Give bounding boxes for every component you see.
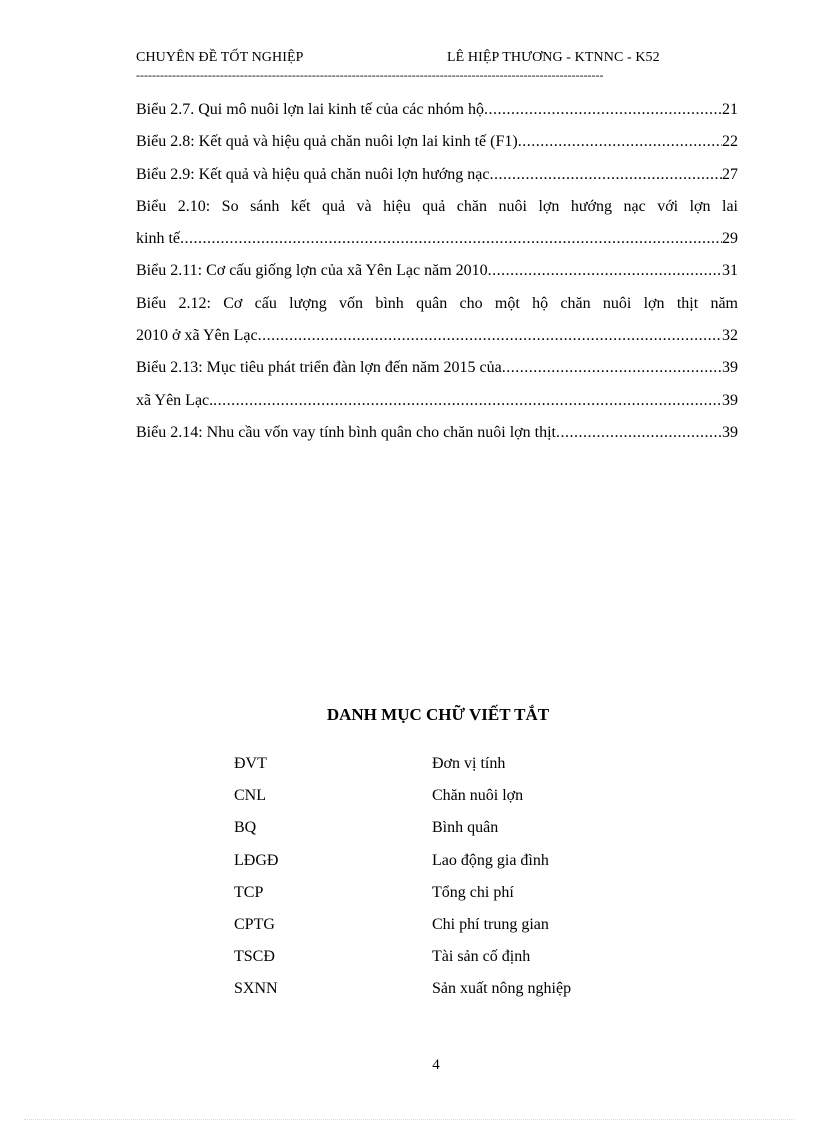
toc-entry-text: Biểu 2.7. Qui mô nuôi lợn lai kinh tế của các nhóm hộ <box>136 101 484 118</box>
toc-page-number: 32 <box>722 327 738 345</box>
abbreviations-list <box>234 748 654 1006</box>
toc-leader-dots <box>502 352 722 384</box>
abbreviation-code: CPTG <box>234 915 275 933</box>
toc-page-number: 39 <box>722 391 738 409</box>
toc-leader-dots <box>258 320 722 352</box>
abbreviation-row <box>234 973 654 1005</box>
abbreviation-meaning: Lao động gia đình <box>432 851 549 869</box>
toc-entry-text: Biểu 2.14: Nhu cầu vốn vay tính bình quân cho chăn nuôi lợn thịt <box>136 423 556 441</box>
abbreviation-meaning: Bình quân <box>432 819 499 837</box>
toc-line[interactable] <box>136 126 738 158</box>
toc-leader-dots <box>213 385 722 417</box>
toc-entry-text: Biểu 2.10: So sánh kết quả và hiệu quả chăn nuôi lợn hướng nạc với lợn lai <box>136 197 738 215</box>
abbreviation-row <box>234 812 654 844</box>
toc-leader-dots <box>180 223 722 255</box>
toc-line[interactable] <box>136 288 738 320</box>
abbreviation-code: BQ <box>234 819 257 837</box>
toc-entry-text: Biểu 2.8: Kết quả và hiệu quả chăn nuôi lợn lai kinh tế (F1) <box>136 133 518 151</box>
abbreviation-row <box>234 845 654 877</box>
page-bottom-divider <box>24 1119 794 1120</box>
abbreviation-row <box>234 780 654 812</box>
toc-leader-dots <box>518 126 722 158</box>
toc-entry-text: Biểu 2.11: Cơ cấu giống lợn của xã Yên Lạc năm 2010 <box>136 262 488 280</box>
abbreviation-code: TCP <box>234 883 264 901</box>
toc-page-number: 31 <box>722 262 738 280</box>
abbreviation-code: TSCĐ <box>234 948 275 966</box>
abbreviation-meaning: Sản xuất nông nghiệp <box>432 980 572 998</box>
abbreviation-code: ĐVT <box>234 755 267 772</box>
toc-line[interactable] <box>136 385 738 417</box>
abbreviations-title: DANH MỤC CHỮ VIẾT TẮT <box>326 705 550 724</box>
header-left-title: CHUYÊN ĐỀ TỐT NGHIỆP <box>136 50 304 65</box>
abbreviation-meaning: Tổng chi phí <box>432 883 514 901</box>
abbreviation-row <box>234 748 654 780</box>
toc-line[interactable] <box>136 191 738 223</box>
toc-line[interactable] <box>136 255 738 287</box>
page-header <box>136 50 696 70</box>
toc-page-number: 22 <box>722 133 738 151</box>
toc-entry-text: xã Yên Lạc. <box>136 391 214 409</box>
abbreviation-row <box>234 909 654 941</box>
toc-line[interactable] <box>136 417 738 449</box>
toc-page-number: 29 <box>722 230 738 248</box>
page-number: 4 <box>432 1057 440 1073</box>
toc-entry-text: 2010 ở xã Yên Lạc <box>136 327 258 345</box>
toc-leader-dots <box>484 94 722 126</box>
toc-leader-dots <box>488 255 722 287</box>
table-list <box>136 94 738 449</box>
header-right-author: LÊ HIỆP THƯƠNG - KTNNC - K52 <box>447 50 660 65</box>
toc-entry-text: Biểu 2.9: Kết quả và hiệu quả chăn nuôi lợn hướng nạc <box>136 165 490 183</box>
toc-line[interactable] <box>136 352 738 384</box>
abbreviation-meaning: Đơn vị tính <box>432 755 506 772</box>
header-rule: --------------------------------------------------------------------------------------------------------------------- <box>136 68 604 82</box>
toc-page-number: 21 <box>722 101 738 118</box>
abbreviation-code: SXNN <box>234 980 278 998</box>
toc-page-number: 27 <box>722 165 738 183</box>
toc-page-number: 39 <box>722 423 738 441</box>
toc-line[interactable] <box>136 159 738 191</box>
toc-entry-text: Biểu 2.13: Mục tiêu phát triển đàn lợn đến năm 2015 của <box>136 359 502 377</box>
toc-entry-text: Biểu 2.12: Cơ cấu lượng vốn bình quân cho một hộ chăn nuôi lợn thịt năm <box>136 294 738 312</box>
toc-line[interactable] <box>136 94 738 126</box>
abbreviation-row <box>234 941 654 973</box>
abbreviation-row <box>234 877 654 909</box>
toc-line[interactable] <box>136 320 738 352</box>
toc-page-number: 39 <box>722 359 738 377</box>
toc-line[interactable] <box>136 223 738 255</box>
toc-leader-dots <box>556 417 722 449</box>
abbreviation-meaning: Tài sản cố định <box>432 948 531 966</box>
abbreviation-code: LĐGĐ <box>234 851 279 869</box>
toc-leader-dots <box>490 159 722 191</box>
toc-entry-text: kinh tế <box>136 230 180 248</box>
abbreviation-code: CNL <box>234 787 266 805</box>
abbreviation-meaning: Chăn nuôi lợn <box>432 787 524 805</box>
abbreviation-meaning: Chi phí trung gian <box>432 915 549 933</box>
